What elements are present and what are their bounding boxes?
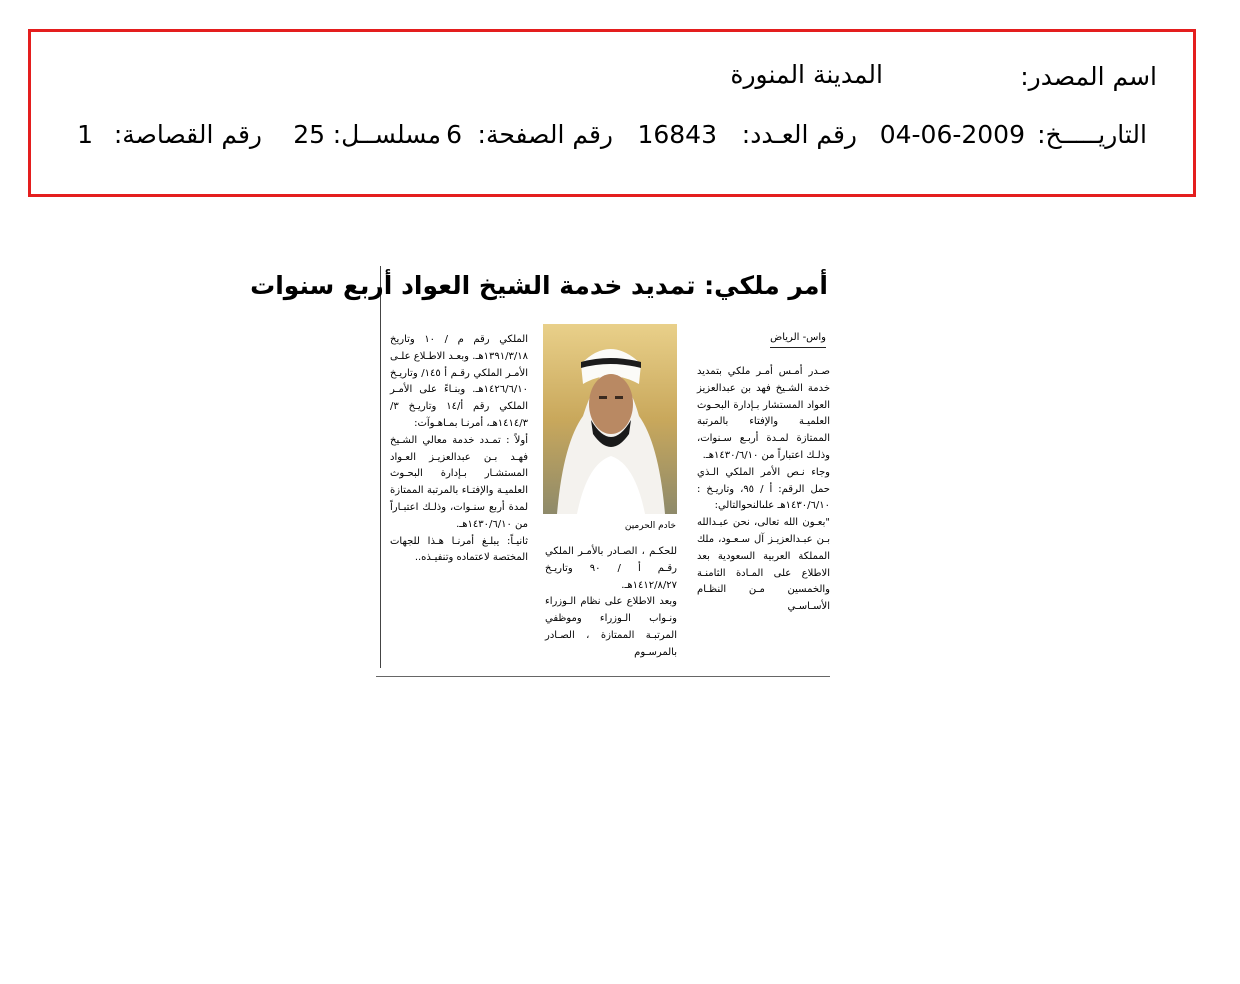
- portrait-photo: [543, 324, 677, 514]
- article-column-left: [390, 332, 528, 567]
- serial-value: 25: [293, 120, 325, 149]
- clip-number-value: 1: [77, 120, 93, 149]
- source-label: اسم المصدر:: [1020, 62, 1157, 91]
- paragraph: للحكـم ، الصـادر بالأمـر الملكي رقـم أ / ٩٠ وتاريـخ ١٤١٢/٨/٢٧هـ.: [545, 546, 677, 591]
- page-label: رقم الصفحة:: [477, 120, 613, 149]
- article-byline: واس- الرياض: [770, 330, 826, 348]
- issue-value: 16843: [637, 120, 717, 149]
- paragraph: وجاء نـص الأمر الملكي الـذي حمل الرقم: أ / ٩٥، وتاريـخ : ١٤٣٠/٦/١٠هـ علىالنحوالتالي:: [697, 466, 830, 512]
- source-value: المدينة المنورة: [730, 60, 883, 89]
- clipping-metadata-box: [28, 29, 1196, 197]
- photo-caption: خادم الحرمين: [624, 521, 676, 531]
- paragraph: "بعـون الله تعالى، نحن عبـدالله بـن عبـدالعزيـز آل سـعـود، ملك المملكة العربية السعودية بعد الاطلاع على المـادة الثامنـة والخمسين مـن النظـام الأسـاسـي: [697, 517, 830, 613]
- date-label: التاريـــــخ:: [1037, 120, 1147, 149]
- page-value: 6: [446, 120, 462, 149]
- column-rule: [380, 266, 381, 668]
- issue-label: رقم العـدد:: [741, 120, 857, 149]
- newspaper-clipping: [250, 266, 830, 680]
- bottom-rule: [376, 676, 830, 677]
- article-column-right: [697, 364, 830, 616]
- article-column-middle: [545, 544, 677, 662]
- paragraph: أولاً : تمـدد خدمة معالي الشـيخ فهـد بـن عبدالعزيـز العـواد المستشـار بـإدارة البحـوث العلميـة والإفتـاء بالمرتبة الممتازة لمدة أربع سنـوات، وذلـك اعتبـاراً من ١٤٣٠/٦/١٠هـ.: [390, 434, 528, 530]
- paragraph: ثانيـاً: يبلـغ أمرنـا هـذا للجهات المختصة لاعتماده وتنفيـذه..: [390, 535, 528, 564]
- serial-label: مسلســل:: [332, 120, 441, 149]
- clip-number-label: رقم القصاصة:: [113, 120, 262, 149]
- date-value: 04-06-2009: [879, 120, 1025, 149]
- paragraph: صـدر أمـس أمـر ملكي بتمديد خدمة الشـيخ فهد بن عبدالعزيز العواد المستشار بـإدارة البحـوث العلميـة والإفتاء بالمرتبة الممتازة لمـدة أربـع سـنوات، وذلـك اعتباراً من ١٤٣٠/٦/١٠هـ.: [697, 366, 830, 461]
- article-headline: أمر ملكي: تمديد خدمة الشيخ العواد أربع سنوات: [250, 271, 828, 300]
- paragraph: وبعد الاطلاع على نظام الـوزراء ونـواب الـوزراء وموظفي المرتبـة الممتازة ، الصـادر بالمرسـوم: [545, 596, 677, 658]
- paragraph: الملكي رقم م / ١٠ وتاريخ ١٣٩١/٣/١٨هـ. وبعـد الاطـلاع علـى الأمـر الملكي رقـم أ ١٤٥/ وتاريـخ ١٤٢٦/٦/١٠هـ. وبنـاءً على الأمـر الملكي رقم أ/١٤ وتاريـخ ٣/ ١٤١٤/٣هـ، أمرنـا بمـاهـوآت:: [390, 334, 528, 429]
